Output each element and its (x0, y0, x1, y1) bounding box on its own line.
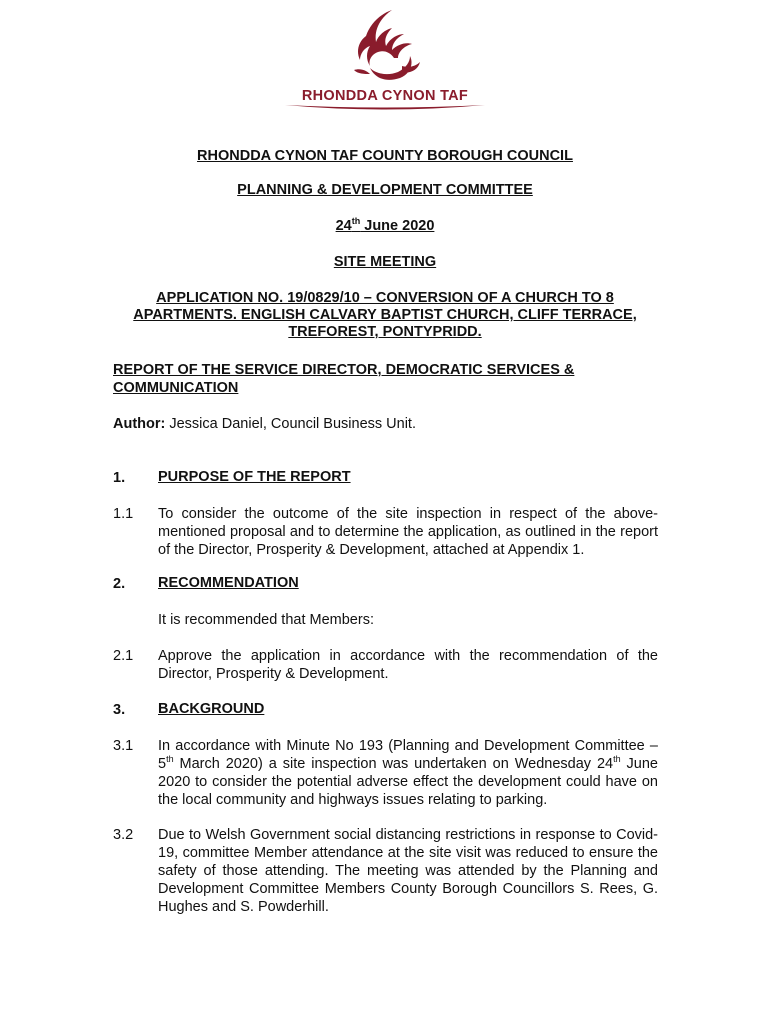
council-title: RHONDDA CYNON TAF COUNTY BOROUGH COUNCIL (197, 148, 573, 164)
section-3-1-sup-2: th (613, 754, 621, 765)
date-suffix: th (351, 216, 361, 227)
section-3-2-text: Due to Welsh Government social distancing restrictions in response to Covid-19, committee Member attendance at the site visit was reduced to ensure the safety of those attending. The meeting was attended by the Planning and Development Committee Members County Borough Councillors S. Rees, G. Hughes and S. Powderhill. (158, 827, 658, 915)
section-1-title: PURPOSE OF THE REPORT (158, 469, 351, 485)
section-3-1-part-c: June 2020 to consider the potential adverse effect the development could have on the local community and highways issues relating to parking. (158, 756, 658, 808)
section-3-1-sup-1: th (166, 754, 174, 765)
site-meeting-title: SITE MEETING (333, 254, 437, 270)
date-day: 24 (335, 218, 352, 234)
application-line-3: TREFOREST, PONTYPRIDD. (288, 324, 482, 340)
author-line (113, 415, 658, 433)
section-1-number: 1. (113, 470, 126, 486)
section-3-1-text (158, 737, 658, 809)
section-2-number: 2. (113, 576, 126, 592)
section-1-1-number: 1.1 (113, 506, 134, 522)
section-3-title: BACKGROUND (158, 701, 265, 717)
application-line-2: APARTMENTS. ENGLISH CALVARY BAPTIST CHURCH, CLIFF TERRACE, (133, 307, 637, 323)
section-2-1-text: Approve the application in accordance with the recommendation of the Director, Prosperity & Development. (158, 648, 658, 682)
section-2-intro: It is recommended that Members: (158, 612, 374, 628)
section-3-1-part-a: In accordance with Minute No 193 (Planning and Development Committee – 5 (158, 738, 658, 772)
section-3-1-part-b: March 2020) a site inspection was undertaken on Wednesday 24 (173, 756, 614, 772)
author-value: Jessica Daniel, Council Business Unit. (165, 416, 416, 432)
application-line-1: APPLICATION NO. 19/0829/10 – CONVERSION OF A CHURCH TO 8 (156, 290, 614, 306)
section-3-2-number: 3.2 (113, 827, 134, 843)
logo-wordmark: RHONDDA CYNON TAF (301, 88, 469, 104)
council-logo (0, 8, 770, 112)
committee-title: PLANNING & DEVELOPMENT COMMITTEE (237, 182, 533, 198)
section-3-1-number: 3.1 (113, 738, 134, 754)
logo-swoosh (285, 104, 485, 112)
application-title (100, 290, 670, 341)
author-label: Author: (113, 416, 166, 432)
date-month-year: June 2020 (360, 218, 435, 234)
section-2-1-number: 2.1 (113, 648, 134, 664)
section-1-1-text: To consider the outcome of the site inspection in respect of the above-mentioned proposal and to determine the application, as outlined in the report of the Director, Prosperity & Development, attached at Appendix 1. (158, 506, 658, 558)
report-of-heading: REPORT OF THE SERVICE DIRECTOR, DEMOCRATIC SERVICES & COMMUNICATION (113, 362, 575, 396)
section-3-number: 3. (113, 702, 126, 718)
dragon-emblem-icon (340, 8, 430, 90)
section-2-title: RECOMMENDATION (158, 575, 299, 591)
meeting-date (100, 218, 670, 234)
